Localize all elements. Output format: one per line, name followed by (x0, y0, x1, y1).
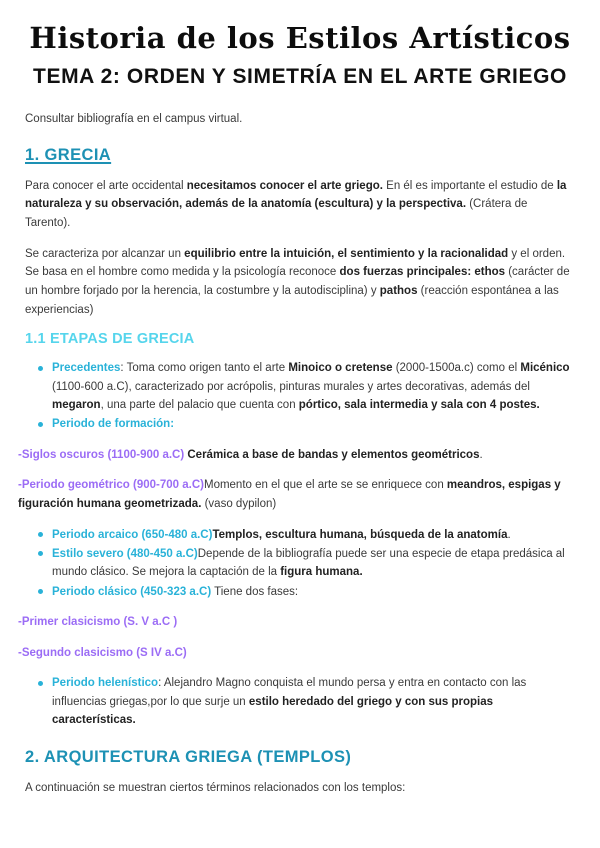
dash-line-siglos-oscuros (18, 446, 575, 465)
text-segment: -Primer clasicismo (S. V a.C ) (18, 616, 178, 629)
text-segment: dos fuerzas principales: ethos (339, 266, 506, 279)
text-segment: Periodo arcaico (650-480 a.C) (52, 528, 213, 541)
list-item (52, 583, 575, 601)
text-segment: Se caracteriza por alcanzar un (25, 247, 185, 260)
list-item (52, 674, 575, 729)
list-item (52, 526, 575, 544)
text-segment: (reacción espontánea a las experiencias) (25, 284, 559, 316)
text-segment: -Segundo clasicismo (S IV a.C) (18, 646, 187, 659)
text-segment: . (507, 528, 511, 541)
text-segment: : Toma como origen tanto el arte (120, 362, 289, 375)
dash-line-periodo-geometrico (18, 476, 575, 513)
text-segment: En él es importante el estudio de (382, 179, 557, 192)
text-segment: Para conocer el arte occidental (25, 179, 187, 192)
text-segment: (Crátera de Tarento). (25, 198, 528, 230)
document-content (18, 145, 575, 797)
text-segment: estilo heredado del griego y con sus propias características. (52, 695, 494, 727)
bullet-list-helenistico (25, 674, 575, 729)
text-segment: (1100-600 a.C), caracterizado por acrópolis, pinturas murales y artes decorativas, además del (52, 380, 530, 393)
text-segment: A continuación se muestran ciertos términos relacionados con los templos: (25, 781, 406, 794)
text-segment: (carácter de un hombre forjado por la herencia, la costumbre y la autodisciplina) y (25, 266, 570, 297)
bullet-list-etapas-1 (25, 359, 575, 434)
section-heading-grecia: 1. GRECIA (25, 145, 112, 164)
paragraph-intro-grecia (25, 177, 575, 233)
text-segment: Cerámica a base de bandas y elementos geométricos (187, 448, 480, 461)
intro-note: Consultar bibliografía en el campus virtual. (25, 112, 243, 125)
text-segment: Momento en el que el arte se se enriquece con (203, 479, 447, 492)
document-title: Historia de los Estilos Artísticos (29, 21, 571, 55)
paragraph-terminos-templos (25, 779, 575, 798)
text-segment: meandros, espigas y figuración humana geometrizada. (18, 479, 561, 510)
text-segment: Tiene dos fases: (211, 585, 299, 598)
text-segment: la naturaleza y su observación, además de la anatomía (escultura) y la perspectiva. (25, 179, 567, 211)
subsection-heading-etapas: 1.1 ETAPAS DE GRECIA (25, 331, 195, 348)
text-segment: megaron (52, 398, 101, 411)
text-segment: y el orden. Se basa en el hombre como medida y la psicología reconoce (25, 247, 566, 279)
text-segment: Estilo severo (480-450 a.C) (52, 547, 198, 560)
text-segment: Periodo de formación: (52, 418, 175, 431)
list-item (52, 415, 575, 433)
text-segment: -Siglos oscuros (1100-900 a.C) (18, 448, 188, 461)
text-segment: figura humana. (280, 566, 363, 579)
text-segment: pathos (379, 284, 418, 297)
text-segment: equilibrio entre la intuición, el sentimiento y la racionalidad (184, 247, 509, 260)
paragraph-caracterizacion (25, 245, 575, 320)
text-segment: Periodo helenístico (52, 677, 159, 690)
dash-line-primer-clasicismo (18, 613, 575, 632)
text-segment: Templos, escultura humana, búsqueda de la anatomía (212, 528, 508, 541)
text-segment: pórtico, sala intermedia y sala con 4 postes. (298, 398, 540, 411)
dash-line-segundo-clasicismo (18, 644, 575, 663)
text-segment: (vaso dypilon) (201, 497, 277, 510)
text-segment: (2000-1500a.c) como el (392, 362, 521, 375)
list-item (52, 359, 575, 414)
text-segment: Depende de la bibliografía puede ser una especie de etapa predásica al mundo clásico. Se mejora la captación de la (52, 547, 565, 579)
section-heading-arquitectura: 2. ARQUITECTURA GRIEGA (TEMPLOS) (25, 747, 352, 766)
list-item (52, 545, 575, 582)
text-segment: , una parte del palacio que cuenta con (100, 398, 299, 411)
text-segment: Micénico (520, 362, 570, 375)
text-segment: Minoico o cretense (288, 362, 393, 375)
text-segment: : Alejandro Magno conquista el mundo persa y entra en contacto con las influencias griegas,por lo que surje un (52, 677, 527, 708)
text-segment: necesitamos conocer el arte griego. (186, 179, 383, 192)
document-subtitle: TEMA 2: ORDEN Y SIMETRÍA EN EL ARTE GRIEGO (33, 65, 567, 89)
text-segment: -Periodo geométrico (900-700 a.C) (18, 479, 204, 492)
bullet-list-etapas-2 (25, 526, 575, 602)
text-segment: Periodo clásico (450-323 a.C) (52, 585, 212, 598)
text-segment: . (479, 448, 483, 461)
text-segment: Precedentes (52, 362, 121, 375)
